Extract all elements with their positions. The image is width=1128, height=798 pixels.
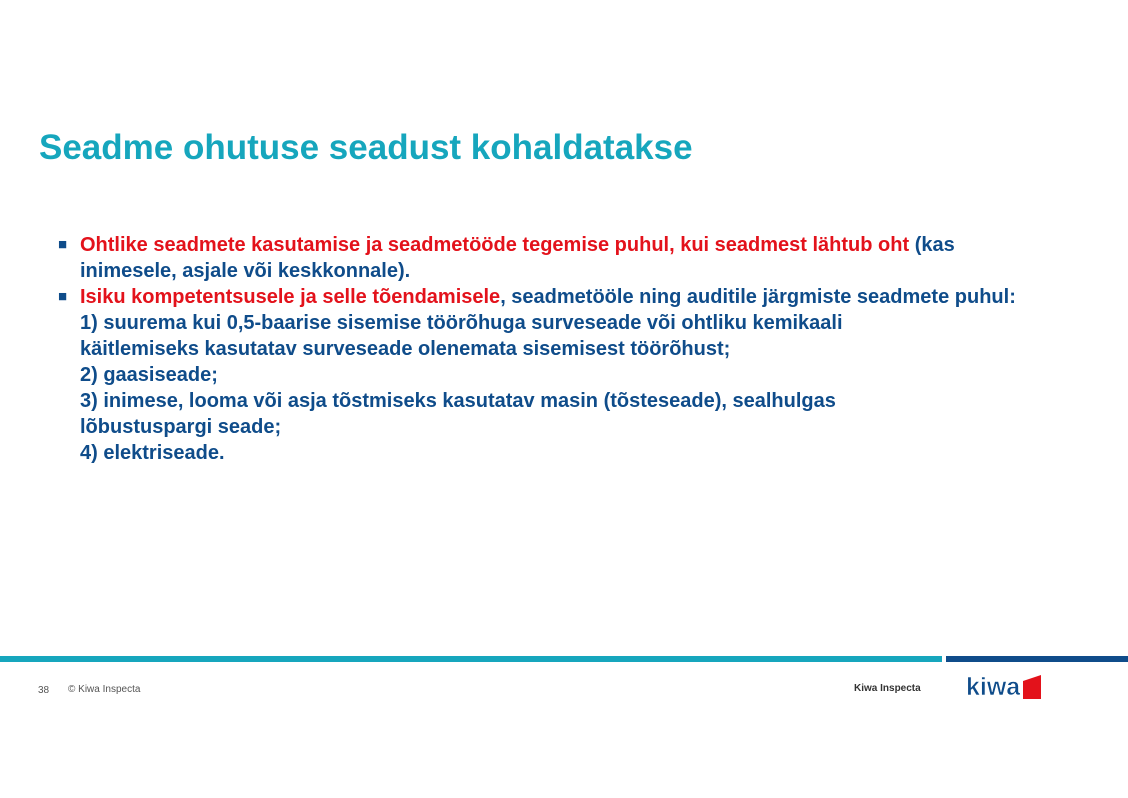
bullet-item-2 (58, 284, 1038, 310)
footer-brand: Kiwa Inspecta (854, 683, 921, 694)
bullet-1-blue-text: (kas inimesele, asjale või keskkonnale). (80, 234, 955, 282)
bullet-2-blue-text: , seadmetööle ning auditile järgmiste seadmete puhul: (500, 286, 1016, 308)
kiwa-logo-text: kiwa (966, 673, 1021, 701)
footer-divider (0, 656, 1128, 662)
footer-divider-navy (946, 656, 1128, 662)
bullet-2-red-text: Isiku kompetentsusele ja selle tõendamisele (80, 286, 501, 308)
sub-item-line: 2) gaasiseade; (80, 364, 218, 386)
slide-title: Seadme ohutuse seadust kohaldatakse (39, 128, 693, 167)
kiwa-logo-flag-shape (1023, 675, 1041, 699)
bullet-1-red-text: Ohtlike seadmete kasutamise ja seadmetööde tegemise puhul, kui seadmest lähtub oht (80, 234, 910, 256)
sub-item-line: 3) inimese, looma või asja tõstmiseks kasutatav masin (tõsteseade), sealhulgas (80, 390, 836, 412)
slide-body (58, 232, 1038, 466)
page-number: 38 (38, 685, 50, 696)
footer-divider-cyan (0, 656, 942, 662)
bullet-square-icon: ■ (58, 288, 68, 305)
sub-item-line: 4) elektriseade. (80, 442, 225, 464)
footer-copyright: © Kiwa Inspecta (68, 684, 141, 695)
sub-item-line: käitlemiseks kasutatav surveseade olenemata sisemisest töörõhust; (80, 338, 731, 360)
sub-item-line: lõbustuspargi seade; (80, 416, 282, 438)
bullet-item-1 (58, 232, 1038, 284)
bullet-square-icon: ■ (58, 236, 68, 253)
sub-item-line: 1) suurema kui 0,5-baarise sisemise töörõhuga surveseade või ohtliku kemikaali (80, 312, 843, 334)
kiwa-logo (965, 671, 1045, 701)
